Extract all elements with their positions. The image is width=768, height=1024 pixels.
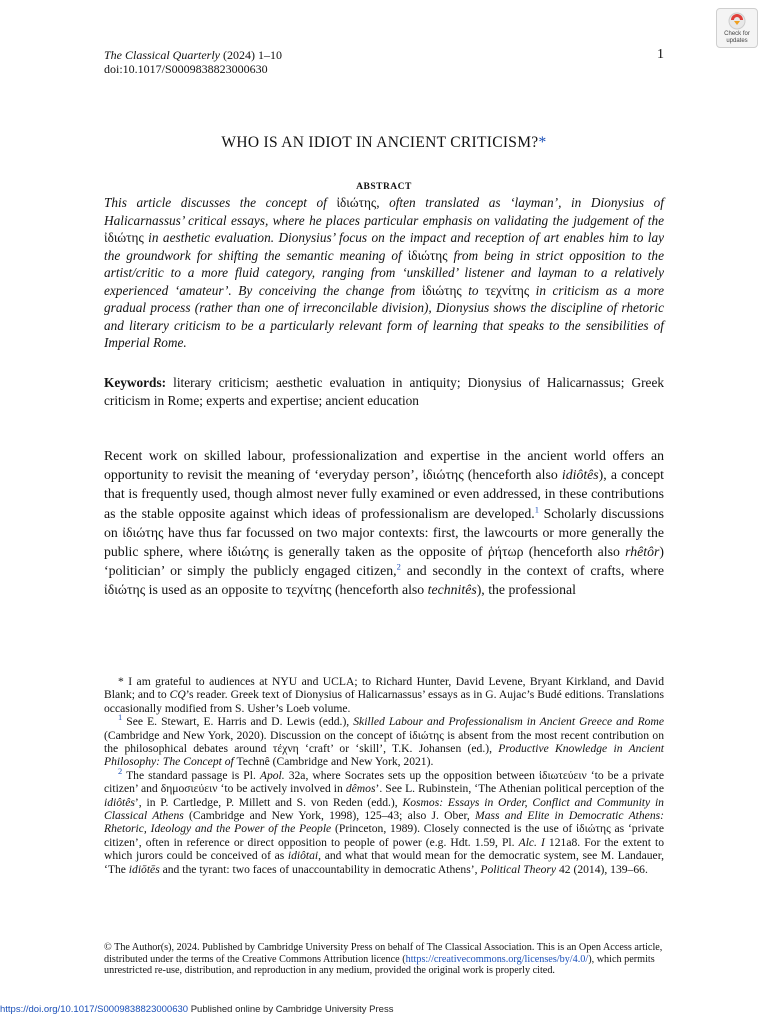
footnote-2: $^2$ The standard passage is Pl. Apol. 32a, where Socrates sets up the opposition between ἰδιωτεύειν ‘to be a private citizen’ and δημοσιεύειν ‘to be actively involved in dêmos’. See L. Rubinstein, ‘The Athenian political perception of the idiôtês’, in P. Cartledge, P. Millett and S. von Reden (edd.), Kosmos: Essays in Order, Conflict and Community in Classical Athens (Cambridge and New York, 1998), 125–43; also J. Ober, Mass and Elite in Democratic Athens: Rhetoric, Ideology and the Power of the People (Princeton, 1989). Closely connected is the use of ἰδιώτης as ‘private citizen’, often in reference or direct opposition to people of power (e.g. Hdt. 1.59, Pl. Alc. I 121a8. For the extent to which jurors could be conceived of as idiôtai, and what that would mean for the democratic system, see M. Landauer, ‘The idiōtēs and the tyrant: two faces of unaccountability in democratic Athens’, Political Theory 42 (2014), 139–66. [104, 765, 665, 876]
footnotes [104, 675, 664, 876]
license-link[interactable]: https://creativecommons.org/licenses/by/4.0/ [405, 953, 589, 965]
footnote-ref-2[interactable]: 2 [396, 561, 401, 572]
badge-label-line2: updates [726, 38, 748, 44]
abstract-heading: ABSTRACT [356, 182, 412, 192]
keywords [104, 374, 664, 409]
footnote-star: * I am grateful to audiences at NYU and UCLA; to Richard Hunter, David Levene, Bryant Kirkland, and David Blank; and to CQ’s reader. Greek text of Dionysius of Halicarnassus’ essays as in G. Aujac’s Budé editions. Translations occasionally modified from S. Usher’s Loeb volume. [104, 675, 664, 715]
published-note: Published online by Cambridge University Press [188, 1004, 394, 1015]
published-footer [0, 1004, 560, 1015]
check-for-updates-badge[interactable] [716, 8, 758, 48]
doi-link[interactable]: https://doi.org/10.1017/S0009838823000630 [0, 1004, 189, 1015]
footnote-ref-1[interactable]: 1 [534, 504, 539, 515]
journal-name: The Classical Quarterly [104, 48, 220, 62]
page-number: 1 [657, 47, 664, 62]
title-text: WHO IS AN IDIOT IN ANCIENT CRITICISM? [221, 134, 539, 151]
keywords-label: Keywords: [104, 375, 167, 390]
running-header [104, 48, 664, 76]
body-paragraph: Recent work on skilled labour, professionalization and expertise in the ancient world offers an opportunity to revisit the meaning of ‘everyday person’, ἰδιώτης (henceforth also idiôtês), a concept that is frequently used, though almost never fully examined or even addressed, in these contributions as the stable opposite against which ideas of professionalism are developed.$^1$ Scholarly discussions on ἰδιώτης have thus far focussed on two major contexts: first, the lawcourts or more generally the public sphere, where ἰδιώτης is generally taken as the opposite of ῥήτωρ (henceforth also rhêtôr) ‘politician’ or simply the publicly engaged citizen,$^2$ and secondly in the context of crafts, where ἰδιώτης is used as an opposite to τεχνίτης (henceforth also technitês), the professional [104, 448, 664, 598]
badge-label-line1: Check for [724, 31, 750, 37]
footnote-1: $^1$ See E. Stewart, E. Harris and D. Lewis (edd.), Skilled Labour and Professionalism in Ancient Greece and Rome (Cambridge and New York, 2020). Discussion on the concept of ἰδιώτης is absent from the most recent contribution on the philosophical debates around τέχνη ‘craft’ or ‘skill’, T.K. Johansen (ed.), Productive Knowledge in Ancient Philosophy: The Concept of Technê (Cambridge and New York, 2021). [104, 712, 664, 769]
article-title [104, 134, 664, 152]
journal-issue: (2024) 1–10 [220, 48, 282, 62]
license-notice: © The Author(s), 2024. Published by Cambridge University Press on behalf of The Classical Association. This is an Open Access article, distributed under the terms of the Creative Commons Attribution licence (https://creativecommons.org/licenses/by/4.0/), which permits unrestricted re-use, distribution, and reproduction in any medium, provided the original work is properly cited. [104, 942, 663, 976]
abstract-text: This article discusses the concept of ἰδιώτης, often translated as ‘layman’, in Dionysius of Halicarnassus’ critical essays, where he places particular emphasis on validating the judgement of the ἰδιώτης in aesthetic evaluation. Dionysius’ focus on the impact and reception of art enables him to lay the groundwork for shifting the semantic meaning of ἰδιώτης from being in strict opposition to the artist/critic to a more fluid category, ranging from ‘unskilled’ listener and layman to a relatively experienced ‘amateur’. By conceiving the change from ἰδιώτης to τεχνίτης in criticism as a more gradual process (rather than one of irreconcilable division), Dionysius shows the discipline of rhetoric and literary criticism to be a particularly relevant form of learning that speaks to the sensibilities of Imperial Rome. [104, 195, 664, 350]
keywords-list: literary criticism; aesthetic evaluation in antiquity; Dionysius of Halicarnassus; Greek criticism in Rome; experts and expertise; ancient education [104, 375, 664, 408]
crossmark-icon [728, 12, 746, 30]
header-doi: doi:10.1017/S0009838823000630 [104, 62, 268, 76]
title-footnote-marker[interactable]: * [538, 134, 547, 151]
